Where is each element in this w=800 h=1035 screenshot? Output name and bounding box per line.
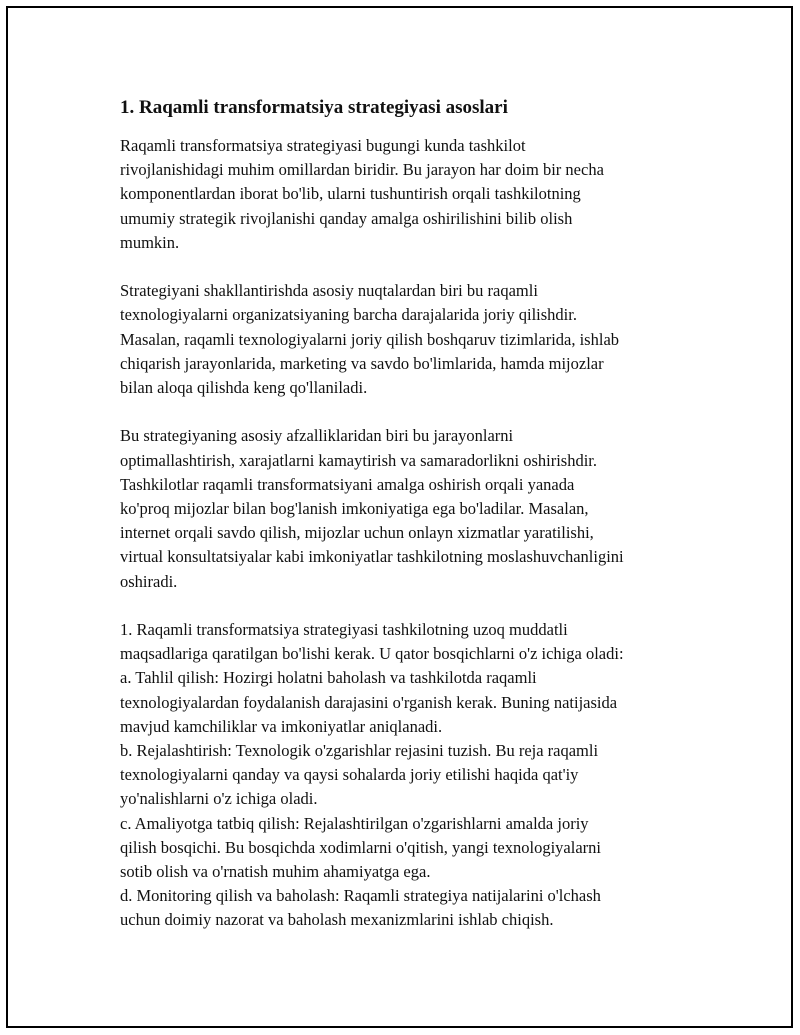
paragraph-strategy-formation: Strategiyani shakllantirishda asosiy nuqtalardan biri bu raqamli texnologiyalarni organizatsiyaning barcha darajalarida joriy qilishdir. Masalan, raqamli texnologiyalarni joriy qilish boshqaruv tizimlarida, ishlab chiqarish jarayonlarida, marketing va savdo bo'limlarida, hamda mijozlar bilan aloqa qilishda keng qo'llaniladi. [120,281,620,398]
paragraph-advantages: Bu strategiyaning asosiy afzalliklaridan biri bu jarayonlarni optimallashtirish, xarajatlarni kamaytirish va samaradorlikni oshirishdir. Tashkilotlar raqamli transformatsiyani amalga oshirish orqali yanada ko'proq mijozlar bilan bog'lanish imkoniyatiga ega bo'ladilar. Masalan, internet orqali savdo qilish, mijozlar uchun onlayn xizmatlar yaratilishi, virtual konsultatsiyalar kabi imkoniyatlar tashkilotning moslashuvchanligini oshiradi. [120,426,624,591]
paragraph-intro: Raqamli transformatsiya strategiyasi bugungi kunda tashkilot rivojlanishidagi muhim omillardan biridir. Bu jarayon har doim bir necha komponentlardan iborat bo'lib, ularni tushuntirish orqali tashkilotning umumiy strategik rivojlanishi qanday amalga oshirilishini bilib olish mumkin. [120,136,604,252]
section-heading: 1. Raqamli transformatsiya strategiyasi asoslari [120,97,508,118]
document-body [120,96,692,933]
page-frame [6,6,793,1028]
paragraph-stages-list: 1. Raqamli transformatsiya strategiyasi tashkilotning uzoq muddatli maqsadlariga qaratilgan bo'lishi kerak. U qator bosqichlarni o'z ichiga oladi: a. Tahlil qilish: Hozirgi holatni baholash va tashkilotda raqamli texnologiyalardan foydalanish darajasini o'rganish kerak. Buning natijasida mavjud kamchiliklar va imkoniyatlar aniqlanadi. b. Rejalashtirish: Texnologik o'zgarishlar rejasini tuzish. Bu reja raqamli texnologiyalarni qanday va qaysi sohalarda joriy etilishi haqida qat'iy yo'nalishlarni o'z ichiga oladi. c. Amaliyotga tatbiq qilish: Rejalashtirilgan o'zgarishlarni amalda joriy qilish bosqichi. Bu bosqichda xodimlarni o'qitish, yangi texnologiyalarni sotib olish va o'rnatish muhim ahamiyatga ega. d. Monitoring qilish va baholash: Raqamli strategiya natijalarini o'lchash uchun doimiy nazorat va baholash mexanizmlarini ishlab chiqish. [120,620,624,930]
